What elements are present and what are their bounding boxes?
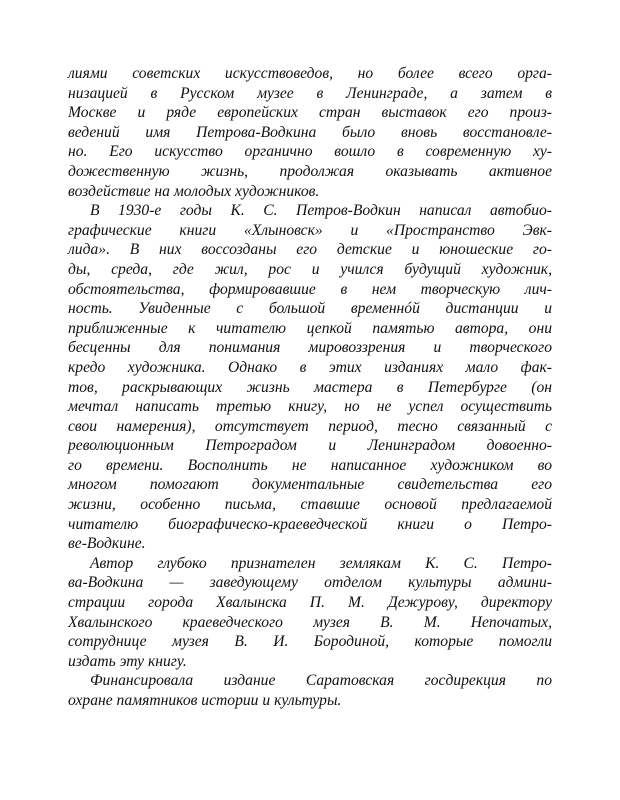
text-line: Хвалынского краеведческого музея В. М. Непочатых, — [68, 613, 552, 631]
paragraph-2 — [68, 201, 552, 554]
document-page — [68, 64, 552, 711]
text-line: Москве и ряде европейских стран выставок его произ- — [68, 104, 552, 122]
text-line: лида». В них воссозданы его детские и юношеские го- — [68, 241, 552, 259]
paragraph-1 — [68, 64, 552, 201]
text-line: графические книги «Хлыновск» и «Пространство Эвк- — [68, 221, 552, 239]
text-line: Финансировала издание Саратовская госдирекция по — [90, 672, 552, 690]
text-line: ведений имя Петрова-Водкина было вновь восстановле- — [68, 123, 552, 141]
text-line: кредо художника. Однако в этих изданиях мало фак- — [68, 358, 552, 376]
text-line: дожественную жизнь, продолжая оказывать активное — [68, 162, 552, 180]
text-line: ва-Водкина — заведующему отделом культуры админи- — [68, 574, 552, 592]
text-line: страции города Хвалынска П. М. Дежурову, директору — [68, 594, 552, 612]
text-line: жизни, особенно письма, ставшие основой предлагаемой — [68, 496, 552, 514]
text-line: свои намерения), отсутствует период, тесно связанный с — [68, 417, 552, 435]
text-line: ве-Водкине. — [68, 535, 146, 553]
text-line: многом помогают документальные свидетельства его — [68, 476, 552, 494]
text-line: издать эту книгу. — [68, 652, 187, 670]
text-line: мечтал написать третью книгу, но не успел осуществить — [68, 398, 552, 416]
text-line: лиями советских искусствоведов, но более всего орга- — [68, 65, 552, 82]
text-line: ность. Увиденные с большой временнóй дистанции и — [68, 300, 552, 318]
text-line: низацией в Русском музее в Ленинграде, а затем в — [68, 84, 552, 102]
text-line: воздействие на молодых художников. — [68, 182, 320, 200]
text-line: бесценны для понимания мировоззрения и творческого — [68, 339, 552, 357]
text-line: охране памятников истории и культуры. — [68, 692, 342, 709]
text-line: Автор глубоко признателен землякам К. С. Петро- — [90, 554, 552, 572]
text-line: сотруднице музея В. И. Бородиной, которые помогли — [68, 633, 552, 651]
text-line: го времени. Восполнить не написанное художником во — [68, 456, 552, 474]
text-line: читателю биографическо-краеведческой книги о Петро- — [68, 515, 552, 533]
text-line: тов, раскрывающих жизнь мастера в Петербурге (он — [68, 378, 552, 396]
paragraph-4 — [68, 671, 552, 710]
text-line: революционным Петроградом и Ленинградом довоенно- — [68, 437, 552, 455]
text-line: ды, среда, где жил, рос и учился будущий художник, — [68, 260, 552, 278]
text-line: В 1930-е годы К. С. Петров-Водкин написал автобио- — [90, 202, 552, 220]
text-line: но. Его искусство органично вошло в современную ху- — [68, 143, 552, 161]
text-line: приближенные к читателю цепкой памятью автора, они — [68, 319, 552, 337]
text-line: обстоятельства, формировавшие в нем творческую лич- — [68, 280, 552, 298]
paragraph-3 — [68, 554, 552, 672]
